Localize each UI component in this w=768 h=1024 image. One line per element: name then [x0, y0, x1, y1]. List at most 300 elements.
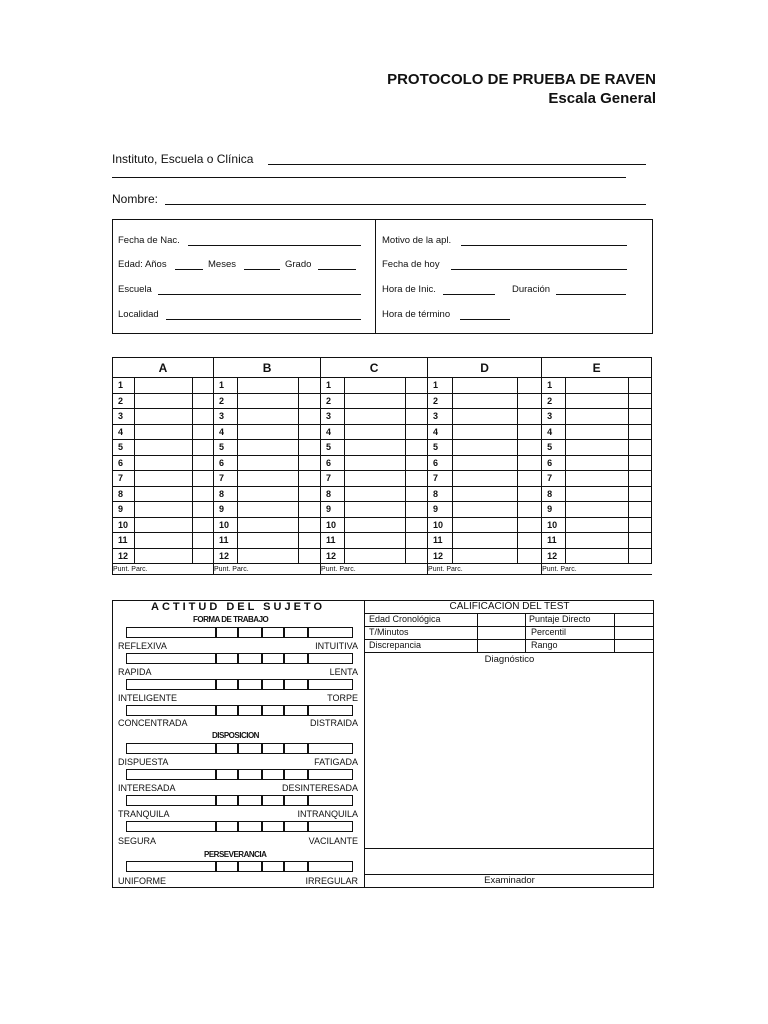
qual-vrule: [614, 613, 615, 652]
answer-cell[interactable]: [566, 393, 629, 409]
item-number: 1: [321, 378, 345, 394]
scale-cell[interactable]: [261, 653, 285, 664]
scale-cell[interactable]: [126, 861, 217, 872]
duration-label: Duración: [512, 284, 551, 295]
scale-cell[interactable]: [215, 795, 239, 806]
age-field[interactable]: [175, 269, 203, 270]
score-cell[interactable]: [299, 548, 321, 564]
answer-cell[interactable]: [135, 424, 193, 440]
scale-cell[interactable]: [126, 769, 217, 780]
birth-label: Fecha de Nac.: [118, 235, 180, 246]
answer-row: [113, 409, 652, 425]
item-number: 8: [428, 486, 453, 502]
trait-left-label: DISPUESTA: [118, 757, 169, 767]
answer-cell[interactable]: [345, 455, 406, 471]
score-cell[interactable]: [629, 471, 652, 487]
score-cell[interactable]: [518, 424, 542, 440]
score-cell[interactable]: [193, 502, 214, 518]
item-number: 6: [214, 455, 238, 471]
item-number: 4: [113, 424, 135, 440]
score-cell[interactable]: [406, 502, 428, 518]
score-cell[interactable]: [193, 424, 214, 440]
answer-cell[interactable]: [345, 502, 406, 518]
item-number: 5: [428, 440, 453, 456]
institute-field[interactable]: [268, 164, 646, 165]
answer-cell[interactable]: [238, 471, 299, 487]
scale-cell[interactable]: [307, 679, 353, 690]
answer-cell[interactable]: [135, 471, 193, 487]
item-number: 6: [428, 455, 453, 471]
item-number: 7: [214, 471, 238, 487]
score-cell[interactable]: [406, 486, 428, 502]
answer-row: [113, 486, 652, 502]
item-number: 5: [321, 440, 345, 456]
perseverance-heading: PERSEVERANCIA: [204, 850, 267, 859]
grade-label: Grado: [285, 259, 312, 270]
answer-cell[interactable]: [238, 440, 299, 456]
item-number: 5: [214, 440, 238, 456]
column-header: A: [113, 358, 214, 378]
answer-cell[interactable]: [453, 486, 518, 502]
score-cell[interactable]: [629, 548, 652, 564]
score-cell[interactable]: [629, 502, 652, 518]
scale-cell[interactable]: [126, 821, 217, 832]
answer-row: [113, 517, 652, 533]
score-cell[interactable]: [518, 502, 542, 518]
trait-right-label: INTRANQUILA: [297, 809, 358, 819]
item-number: 2: [113, 393, 135, 409]
answer-cell[interactable]: [345, 409, 406, 425]
answer-cell[interactable]: [135, 378, 193, 394]
item-number: 4: [321, 424, 345, 440]
answer-cell[interactable]: [345, 533, 406, 549]
score-cell[interactable]: [193, 548, 214, 564]
item-number: 12: [214, 548, 238, 564]
answer-cell[interactable]: [566, 378, 629, 394]
scale-cell[interactable]: [307, 795, 353, 806]
score-cell[interactable]: [193, 409, 214, 425]
item-number: 1: [214, 378, 238, 394]
scale-cell[interactable]: [283, 679, 309, 690]
direct-score-label: Puntaje Directo: [529, 614, 591, 624]
school-field[interactable]: [158, 294, 361, 295]
item-number: 8: [214, 486, 238, 502]
item-number: 10: [542, 517, 566, 533]
name-label: Nombre:: [112, 192, 159, 206]
score-cell[interactable]: [299, 486, 321, 502]
answer-row: [113, 502, 652, 518]
partial-score-cell[interactable]: Punt. Parc.: [321, 564, 428, 575]
answer-row: [113, 471, 652, 487]
item-number: 9: [542, 502, 566, 518]
item-number: 3: [113, 409, 135, 425]
scale-cell[interactable]: [237, 653, 263, 664]
scale-cell[interactable]: [237, 679, 263, 690]
answer-cell[interactable]: [566, 455, 629, 471]
answer-cell[interactable]: [453, 502, 518, 518]
answer-cell[interactable]: [238, 502, 299, 518]
score-cell[interactable]: [518, 409, 542, 425]
scale-cell[interactable]: [261, 795, 285, 806]
partial-score-cell[interactable]: Punt. Parc.: [113, 564, 214, 575]
score-cell[interactable]: [193, 471, 214, 487]
score-cell[interactable]: [629, 517, 652, 533]
answer-cell[interactable]: [453, 548, 518, 564]
birth-field[interactable]: [188, 245, 361, 246]
item-number: 9: [214, 502, 238, 518]
grade-field[interactable]: [318, 269, 356, 270]
duration-field[interactable]: [556, 294, 626, 295]
answer-cell[interactable]: [345, 517, 406, 533]
scale-cell[interactable]: [215, 861, 239, 872]
item-number: 11: [214, 533, 238, 549]
item-number: 6: [321, 455, 345, 471]
scale-cell[interactable]: [126, 627, 217, 638]
scale-cell[interactable]: [261, 769, 285, 780]
trait-right-label: DESINTERESADA: [281, 783, 358, 793]
document-title: PROTOCOLO DE PRUEBA DE RAVEN: [387, 71, 656, 88]
item-number: 3: [321, 409, 345, 425]
trait-left-label: RAPIDA: [118, 667, 152, 677]
answer-row: [113, 424, 652, 440]
attitude-divider: [364, 600, 365, 888]
answer-grid: [112, 357, 652, 575]
score-cell[interactable]: [518, 517, 542, 533]
scale-cell[interactable]: [283, 743, 309, 754]
answer-cell[interactable]: [238, 393, 299, 409]
item-number: 4: [214, 424, 238, 440]
item-number: 2: [321, 393, 345, 409]
score-cell[interactable]: [518, 378, 542, 394]
answer-cell[interactable]: [566, 471, 629, 487]
scale-cell[interactable]: [307, 705, 353, 716]
item-number: 1: [542, 378, 566, 394]
answer-cell[interactable]: [135, 393, 193, 409]
answer-cell[interactable]: [345, 393, 406, 409]
answer-cell[interactable]: [453, 409, 518, 425]
answer-cell[interactable]: [135, 502, 193, 518]
item-number: 10: [113, 517, 135, 533]
score-cell[interactable]: [629, 424, 652, 440]
partial-score-cell[interactable]: Punt. Parc.: [428, 564, 542, 575]
score-cell[interactable]: [299, 393, 321, 409]
item-number: 8: [542, 486, 566, 502]
scale-cell[interactable]: [215, 705, 239, 716]
item-number: 7: [428, 471, 453, 487]
column-header: B: [214, 358, 321, 378]
scale-cell[interactable]: [215, 743, 239, 754]
scale-cell[interactable]: [283, 861, 309, 872]
discrepancy-label: Discrepancia: [369, 640, 422, 650]
answer-cell[interactable]: [453, 455, 518, 471]
score-cell[interactable]: [193, 533, 214, 549]
answer-cell[interactable]: [453, 471, 518, 487]
qual-vrule: [477, 613, 478, 652]
answer-cell[interactable]: [135, 409, 193, 425]
item-number: 11: [113, 533, 135, 549]
score-cell[interactable]: [299, 409, 321, 425]
partial-score-row: [113, 564, 652, 575]
scale-cell[interactable]: [126, 705, 217, 716]
scale-cell[interactable]: [126, 743, 217, 754]
answer-cell[interactable]: [566, 440, 629, 456]
item-number: 1: [428, 378, 453, 394]
document-subtitle: Escala General: [548, 90, 656, 107]
score-cell[interactable]: [406, 533, 428, 549]
answer-cell[interactable]: [135, 517, 193, 533]
score-cell[interactable]: [629, 486, 652, 502]
today-label: Fecha de hoy: [382, 259, 440, 270]
score-cell[interactable]: [406, 517, 428, 533]
answer-cell[interactable]: [453, 424, 518, 440]
item-number: 9: [321, 502, 345, 518]
scale-cell[interactable]: [215, 679, 239, 690]
score-cell[interactable]: [518, 533, 542, 549]
scale-cell[interactable]: [261, 743, 285, 754]
answer-cell[interactable]: [453, 393, 518, 409]
info-divider: [375, 219, 376, 334]
scale-cell[interactable]: [307, 653, 353, 664]
item-number: 11: [542, 533, 566, 549]
scale-cell[interactable]: [237, 861, 263, 872]
item-number: 11: [321, 533, 345, 549]
scale-cell[interactable]: [283, 795, 309, 806]
scale-cell[interactable]: [307, 821, 353, 832]
score-cell[interactable]: [629, 409, 652, 425]
trait-right-label: FATIGADA: [314, 757, 358, 767]
trait-right-label: VACILANTE: [308, 836, 358, 846]
item-number: 1: [113, 378, 135, 394]
score-cell[interactable]: [193, 517, 214, 533]
scale-cell[interactable]: [126, 679, 217, 690]
score-cell[interactable]: [406, 409, 428, 425]
answer-cell[interactable]: [566, 409, 629, 425]
column-header: C: [321, 358, 428, 378]
months-label: Meses: [208, 259, 236, 270]
score-cell[interactable]: [518, 440, 542, 456]
document-header: [387, 70, 656, 108]
scale-cell[interactable]: [283, 653, 309, 664]
scale-cell[interactable]: [237, 743, 263, 754]
disposition-heading: DISPOSICION: [212, 731, 259, 740]
answer-cell[interactable]: [453, 440, 518, 456]
start-time-field[interactable]: [443, 294, 495, 295]
answer-cell[interactable]: [135, 533, 193, 549]
score-cell[interactable]: [299, 424, 321, 440]
scale-cell[interactable]: [307, 861, 353, 872]
score-cell[interactable]: [518, 548, 542, 564]
scale-cell[interactable]: [237, 705, 263, 716]
score-cell[interactable]: [406, 455, 428, 471]
answer-cell[interactable]: [345, 424, 406, 440]
locality-field[interactable]: [166, 319, 361, 320]
score-cell[interactable]: [629, 533, 652, 549]
answer-cell[interactable]: [566, 533, 629, 549]
answer-cell[interactable]: [135, 486, 193, 502]
score-cell[interactable]: [193, 486, 214, 502]
score-cell[interactable]: [518, 471, 542, 487]
trait-left-label: SEGURA: [118, 836, 157, 846]
item-number: 12: [113, 548, 135, 564]
name-field[interactable]: [165, 204, 646, 205]
score-cell[interactable]: [193, 393, 214, 409]
answer-cell[interactable]: [345, 471, 406, 487]
trait-left-label: INTELIGENTE: [118, 693, 178, 703]
end-time-field[interactable]: [460, 319, 510, 320]
score-cell[interactable]: [629, 440, 652, 456]
item-number: 12: [428, 548, 453, 564]
score-cell[interactable]: [406, 471, 428, 487]
score-cell[interactable]: [299, 440, 321, 456]
partial-score-cell[interactable]: Punt. Parc.: [214, 564, 321, 575]
score-cell[interactable]: [299, 378, 321, 394]
reason-field[interactable]: [461, 245, 627, 246]
answer-cell[interactable]: [135, 440, 193, 456]
scale-cell[interactable]: [307, 743, 353, 754]
scale-cell[interactable]: [307, 769, 353, 780]
scale-cell[interactable]: [307, 627, 353, 638]
answer-row: [113, 440, 652, 456]
trait-right-label: LENTA: [329, 667, 358, 677]
scale-cell[interactable]: [215, 769, 239, 780]
score-cell[interactable]: [299, 533, 321, 549]
score-cell[interactable]: [518, 486, 542, 502]
item-number: 6: [542, 455, 566, 471]
score-cell[interactable]: [406, 548, 428, 564]
diagnosis-label: Diagnóstico: [484, 654, 535, 665]
score-cell[interactable]: [629, 393, 652, 409]
end-time-label: Hora de término: [382, 309, 451, 320]
scale-cell[interactable]: [215, 821, 239, 832]
score-cell[interactable]: [193, 455, 214, 471]
item-number: 3: [214, 409, 238, 425]
score-cell[interactable]: [629, 455, 652, 471]
answer-cell[interactable]: [453, 533, 518, 549]
item-number: 9: [113, 502, 135, 518]
scale-cell[interactable]: [215, 627, 239, 638]
score-cell[interactable]: [518, 393, 542, 409]
answer-cell[interactable]: [238, 409, 299, 425]
today-field[interactable]: [451, 269, 627, 270]
trait-left-label: CONCENTRADA: [118, 718, 188, 728]
answer-cell[interactable]: [135, 455, 193, 471]
item-number: 10: [214, 517, 238, 533]
item-number: 6: [113, 455, 135, 471]
answer-cell[interactable]: [453, 378, 518, 394]
score-cell[interactable]: [406, 440, 428, 456]
locality-label: Localidad: [118, 309, 159, 320]
answer-cell[interactable]: [238, 517, 299, 533]
answer-cell[interactable]: [566, 486, 629, 502]
trait-left-label: UNIFORME: [118, 876, 166, 886]
scale-cell[interactable]: [283, 821, 309, 832]
answer-cell[interactable]: [238, 548, 299, 564]
answer-cell[interactable]: [566, 424, 629, 440]
answer-cell[interactable]: [238, 424, 299, 440]
item-number: 12: [321, 548, 345, 564]
item-number: 11: [428, 533, 453, 549]
partial-score-cell[interactable]: Punt. Parc.: [542, 564, 652, 575]
score-cell[interactable]: [193, 440, 214, 456]
answer-cell[interactable]: [345, 486, 406, 502]
answer-cell[interactable]: [453, 517, 518, 533]
scale-cell[interactable]: [237, 769, 263, 780]
item-number: 7: [542, 471, 566, 487]
score-cell[interactable]: [629, 378, 652, 394]
answer-cell[interactable]: [238, 378, 299, 394]
column-header: E: [542, 358, 652, 378]
score-cell[interactable]: [518, 455, 542, 471]
answer-cell[interactable]: [345, 440, 406, 456]
score-cell[interactable]: [299, 471, 321, 487]
scale-cell[interactable]: [261, 627, 285, 638]
answer-cell[interactable]: [566, 548, 629, 564]
score-cell[interactable]: [193, 378, 214, 394]
answer-cell[interactable]: [238, 455, 299, 471]
item-number: 12: [542, 548, 566, 564]
score-cell[interactable]: [299, 517, 321, 533]
score-cell[interactable]: [299, 455, 321, 471]
answer-cell[interactable]: [566, 502, 629, 518]
scale-cell[interactable]: [261, 705, 285, 716]
score-cell[interactable]: [406, 424, 428, 440]
trait-right-label: DISTRAIDA: [309, 718, 358, 728]
institute-label: Instituto, Escuela o Clínica: [112, 152, 254, 166]
work-form-heading: FORMA DE TRABAJO: [193, 615, 269, 624]
chrono-age-label: Edad Cronológica: [369, 614, 441, 624]
item-number: 7: [113, 471, 135, 487]
answer-row: [113, 378, 652, 394]
scale-cell[interactable]: [283, 769, 309, 780]
scale-cell[interactable]: [261, 821, 285, 832]
scale-cell[interactable]: [215, 653, 239, 664]
answer-cell[interactable]: [345, 548, 406, 564]
institute-field-line2[interactable]: [112, 177, 626, 178]
scale-cell[interactable]: [237, 821, 263, 832]
answer-cell[interactable]: [566, 517, 629, 533]
percentile-label: Percentil: [531, 627, 567, 637]
item-number: 3: [428, 409, 453, 425]
score-cell[interactable]: [406, 393, 428, 409]
trait-left-label: REFLEXIVA: [118, 641, 167, 651]
trait-right-label: TORPE: [327, 693, 358, 703]
scale-cell[interactable]: [283, 705, 309, 716]
scale-cell[interactable]: [237, 795, 263, 806]
column-header: D: [428, 358, 542, 378]
item-number: 10: [428, 517, 453, 533]
answer-cell[interactable]: [238, 486, 299, 502]
score-cell[interactable]: [406, 378, 428, 394]
item-number: 3: [542, 409, 566, 425]
reason-label: Motivo de la apl.: [382, 235, 452, 246]
scale-cell[interactable]: [126, 653, 217, 664]
scale-cell[interactable]: [261, 679, 285, 690]
answer-cell[interactable]: [135, 548, 193, 564]
months-field[interactable]: [244, 269, 280, 270]
scale-cell[interactable]: [126, 795, 217, 806]
scale-cell[interactable]: [283, 627, 309, 638]
answer-cell[interactable]: [238, 533, 299, 549]
score-cell[interactable]: [299, 502, 321, 518]
answer-row: [113, 533, 652, 549]
scale-cell[interactable]: [237, 627, 263, 638]
range-label: Rango: [531, 640, 558, 650]
answer-cell[interactable]: [345, 378, 406, 394]
age-label: Edad: Años: [118, 259, 167, 270]
scale-cell[interactable]: [261, 861, 285, 872]
trait-right-label: IRREGULAR: [305, 876, 358, 886]
start-time-label: Hora de Inic.: [382, 284, 436, 295]
